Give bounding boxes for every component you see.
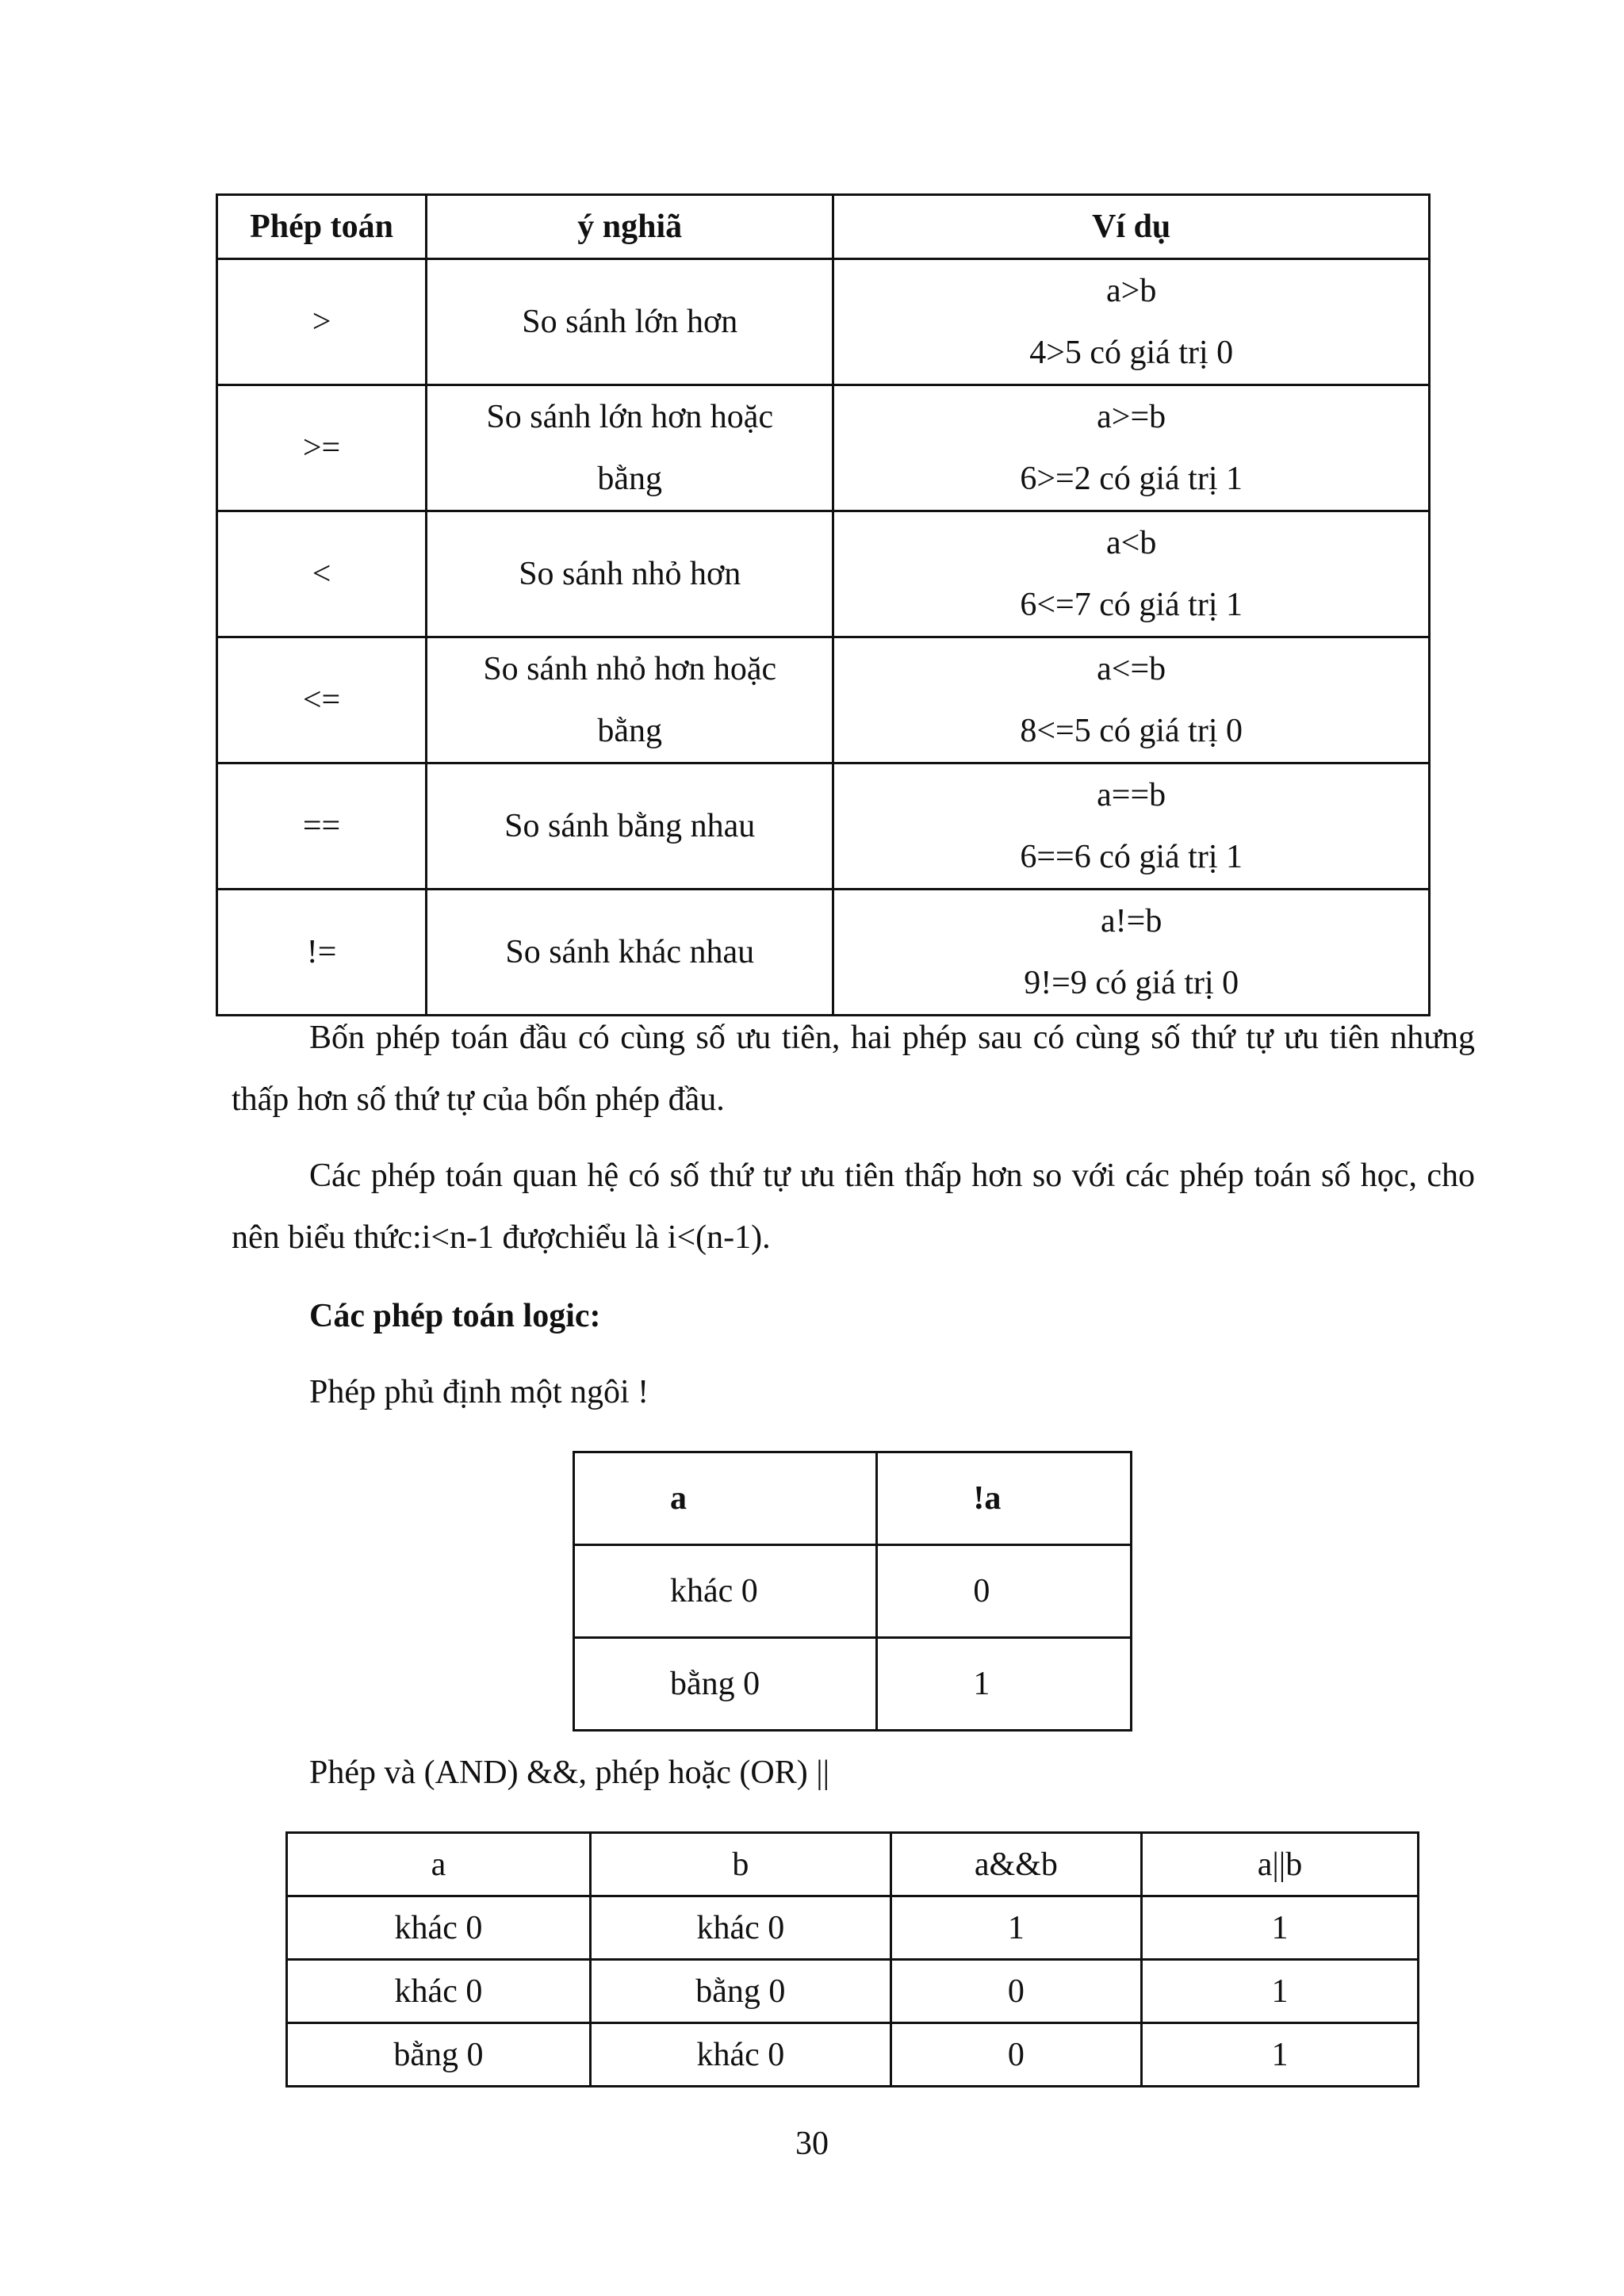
example-cell (833, 890, 1430, 1016)
example-cell (833, 511, 1430, 637)
header-and: a&&b (891, 1833, 1141, 1896)
table-cell: 0 (877, 1545, 1132, 1638)
example-cell (833, 637, 1430, 763)
and-or-intro-text: Phép và (AND) &&, phép hoặc (OR) || (309, 1755, 830, 1791)
example-expr: a>=b (1097, 399, 1166, 435)
not-truth-table (573, 1451, 1132, 1732)
table-cell: khác 0 (590, 2023, 891, 2087)
paragraph-text: Bốn phép toán đầu có cùng số ưu tiên, hai phép sau có cùng số thứ tự ưu tiên nhưng thấp hơn số thứ tự của bốn phép đầu. (232, 1020, 1475, 1118)
table-header-row (574, 1452, 1132, 1545)
meaning-cell: So sánh nhỏ hơn (427, 511, 833, 637)
operator-cell: <= (217, 637, 427, 763)
header-not-a: !a (877, 1452, 1132, 1545)
header-b: b (590, 1833, 891, 1896)
and-or-truth-table (285, 1831, 1419, 2087)
header-or: a||b (1141, 1833, 1418, 1896)
table-row (287, 1960, 1419, 2023)
table-cell: khác 0 (287, 1960, 591, 2023)
table-row (217, 763, 1430, 890)
operator-cell: > (217, 259, 427, 385)
meaning-cell: So sánh nhỏ hơn hoặc bằng (427, 637, 833, 763)
meaning-cell: So sánh bằng nhau (427, 763, 833, 890)
paragraph-precedence (232, 1007, 1475, 1131)
table-cell: 1 (1141, 1960, 1418, 2023)
not-intro-text: Phép phủ định một ngôi ! (309, 1374, 649, 1410)
operator-cell: >= (217, 385, 427, 511)
table-cell: khác 0 (287, 1896, 591, 1960)
example-expr: a!=b (1101, 903, 1162, 939)
header-meaning: ý nghiã (427, 195, 833, 259)
table-row (574, 1638, 1132, 1731)
meaning-cell: So sánh lớn hơn hoặc bằng (427, 385, 833, 511)
table-row (217, 890, 1430, 1016)
example-result: 6<=7 có giá trị 1 (1020, 587, 1243, 623)
header-example: Ví dụ (833, 195, 1430, 259)
page-number: 30 (795, 2126, 829, 2162)
meaning-cell: So sánh lớn hơn (427, 259, 833, 385)
example-cell (833, 259, 1430, 385)
example-expr: a>b (1106, 273, 1157, 309)
table-row (217, 385, 1430, 511)
table-cell: bằng 0 (574, 1638, 877, 1731)
operator-cell: == (217, 763, 427, 890)
example-expr: a<b (1106, 525, 1157, 561)
operator-cell: < (217, 511, 427, 637)
example-result: 4>5 có giá trị 0 (1029, 335, 1234, 371)
header-a: a (287, 1833, 591, 1896)
example-result: 8<=5 có giá trị 0 (1020, 713, 1243, 749)
example-cell (833, 385, 1430, 511)
table-cell: 0 (891, 2023, 1141, 2087)
example-expr: a==b (1097, 777, 1166, 813)
table-row (287, 2023, 1419, 2087)
operator-cell: != (217, 890, 427, 1016)
header-a: a (574, 1452, 877, 1545)
paragraph-relational-vs-arithmetic (232, 1145, 1475, 1269)
example-result: 6>=2 có giá trị 1 (1020, 461, 1243, 497)
table-cell: 1 (891, 1896, 1141, 1960)
meaning-cell: So sánh khác nhau (427, 890, 833, 1016)
header-operator: Phép toán (217, 195, 427, 259)
example-result: 9!=9 có giá trị 0 (1024, 965, 1239, 1001)
example-cell (833, 763, 1430, 890)
relational-operators-table (216, 193, 1431, 1016)
table-cell: 1 (1141, 2023, 1418, 2087)
table-cell: bằng 0 (287, 2023, 591, 2087)
table-cell: khác 0 (590, 1896, 891, 1960)
table-cell: khác 0 (574, 1545, 877, 1638)
section-heading: Các phép toán logic: (309, 1298, 601, 1334)
table-cell: bằng 0 (590, 1960, 891, 2023)
table-row (217, 511, 1430, 637)
table-header-row (287, 1833, 1419, 1896)
table-cell: 0 (891, 1960, 1141, 2023)
example-expr: a<=b (1097, 651, 1166, 687)
table-cell: 1 (877, 1638, 1132, 1731)
table-header-row (217, 195, 1430, 259)
table-row (287, 1896, 1419, 1960)
table-row (217, 637, 1430, 763)
table-row (574, 1545, 1132, 1638)
table-row (217, 259, 1430, 385)
example-result: 6==6 có giá trị 1 (1020, 839, 1243, 875)
table-cell: 1 (1141, 1896, 1418, 1960)
paragraph-text: Các phép toán quan hệ có số thứ tự ưu tiên thấp hơn so với các phép toán số học, cho nên biểu thức:i<n-1 đượchiểu là i<(n-1). (232, 1158, 1475, 1256)
